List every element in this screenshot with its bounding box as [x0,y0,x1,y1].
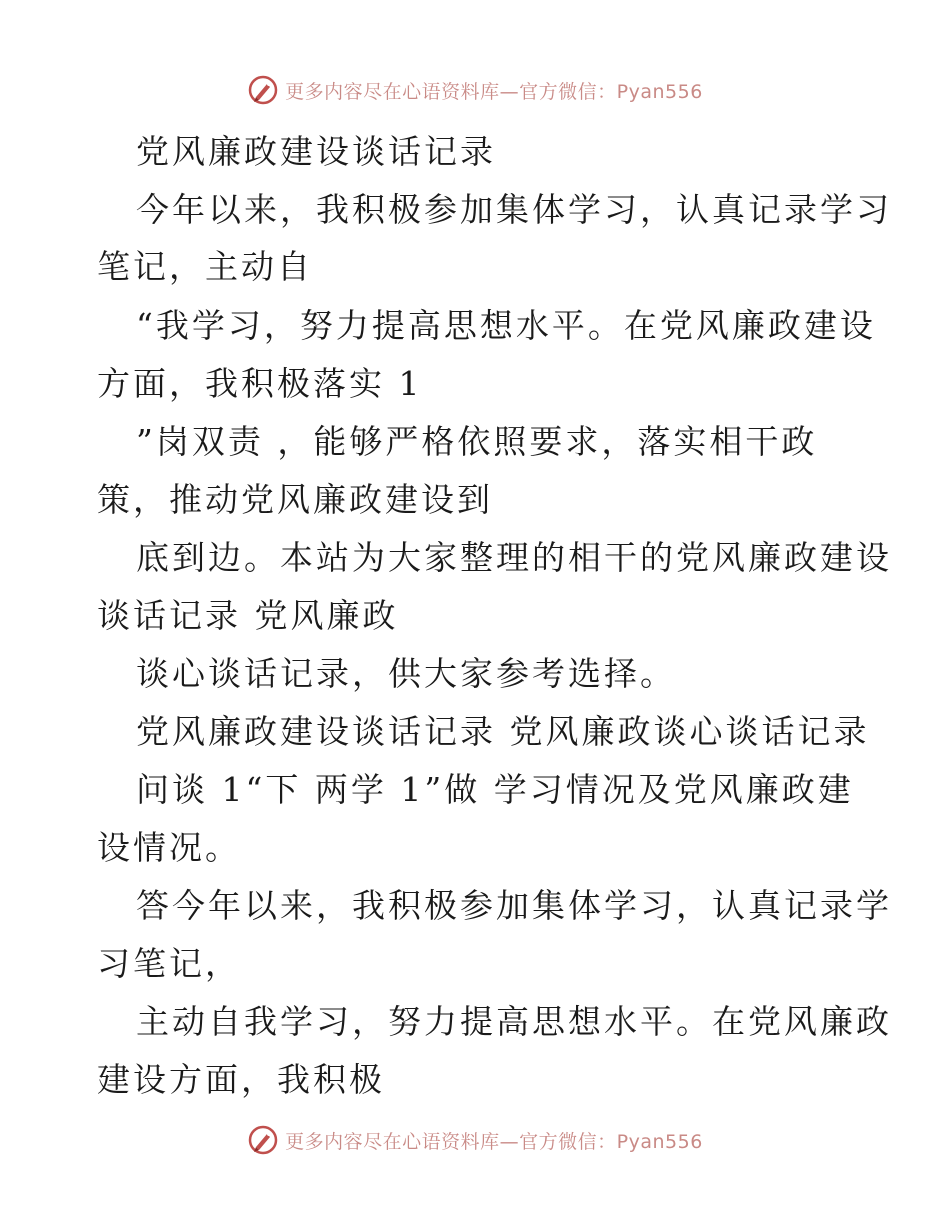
header-watermark [0,70,950,110]
paragraph-line: 笔记，主动自 [97,247,313,286]
paragraph-line: 谈话记录 党风廉政 [97,596,399,635]
paragraph-line: 方面，我积极落实 1 [97,364,423,403]
paragraph-line: 今年以来，我积极参加集体学习，认真记录学习 [136,190,892,229]
paragraph-line: 问谈 1“下 两学 1”做 学习情况及党风廉政建 [136,770,854,809]
watermark-text: 更多内容尽在心语资料库—官方微信：Pyan556 [285,1130,703,1153]
paragraph-line: 设情况。 [97,828,241,867]
paragraph-line: 策，推动党风廉政建设到 [97,480,493,519]
paragraph-line: 谈心谈话记录，供大家参考选择。 [136,654,676,693]
paragraph-line: 建设方面，我积极 [97,1060,385,1099]
paragraph-line: 答今年以来，我积极参加集体学习，认真记录学 [136,886,892,925]
document-title: 党风廉政建设谈话记录 [136,132,496,171]
paragraph-line: 底到边。本站为大家整理的相干的党风廉政建设 [136,538,892,577]
paragraph-line: “我学习，努力提高思想水平。在党风廉政建设 [136,306,876,345]
paragraph-line: ”岗双责 ，能够严格依照要求，落实相干政 [136,422,818,461]
paragraph-line: 习笔记， [97,944,241,983]
paragraph-line: 主动自我学习，努力提高思想水平。在党风廉政 [136,1002,892,1041]
paragraph-line: 党风廉政建设谈话记录 党风廉政谈心谈话记录 [136,712,870,751]
pen-logo-icon [247,1124,279,1156]
watermark-text: 更多内容尽在心语资料库—官方微信：Pyan556 [285,80,703,103]
pen-logo-icon [247,74,279,106]
footer-watermark [0,1120,950,1160]
